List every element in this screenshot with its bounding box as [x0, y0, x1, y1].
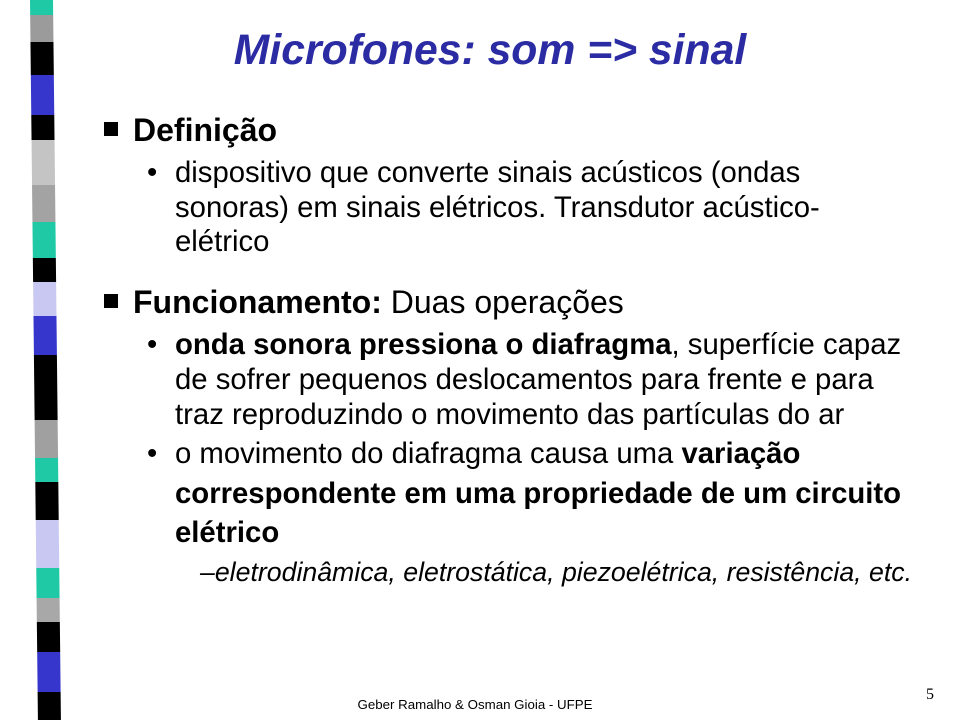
dash-item-line	[200, 555, 912, 589]
italic-text-segment: eletrodinâmica, eletrostática, piezoelétrica, resistência, etc.	[214, 557, 913, 587]
bold-text-segment: variação	[681, 437, 801, 470]
strip-block	[36, 568, 59, 598]
bullet-text-line	[175, 190, 820, 226]
bold-text-segment: onda sonora pressiona o diafragma	[175, 328, 672, 361]
square-bullet-icon	[104, 122, 118, 136]
bullet-text-line	[175, 224, 269, 260]
text-segment: sonoras) em sinais elétricos. Transdutor acústico-	[175, 191, 820, 224]
strip-block	[35, 420, 58, 458]
strip-block	[32, 185, 55, 222]
bullet-text-line	[175, 327, 901, 363]
footer-credit: Geber Ramalho & Osman Gioia - UFPE	[357, 697, 593, 712]
dash-marker: –	[200, 557, 215, 587]
bold-text-segment: correspondente em uma propriedade de um circuito	[175, 477, 902, 510]
strip-block	[32, 222, 55, 258]
bullet-text-line	[175, 397, 844, 433]
text-segment: traz reproduzindo o movimento das partículas do ar	[175, 398, 845, 431]
text-segment: de sofrer pequenos deslocamentos para frente e para	[175, 363, 874, 396]
bullet-text-line	[175, 436, 800, 472]
left-decorative-strip	[0, 0, 80, 720]
strip-block	[35, 482, 58, 520]
strip-block	[33, 282, 56, 316]
strip-block	[35, 458, 58, 482]
slide-title: Microfones: som => sinal	[233, 26, 747, 74]
strip-block	[30, 0, 53, 15]
bullet-text-line	[175, 362, 874, 398]
text-segment: dispositivo que converte sinais acústicos (ondas	[175, 156, 801, 189]
text-segment: elétrico	[175, 225, 270, 258]
text-segment: o movimento do diafragma causa uma	[175, 437, 682, 470]
heading-bold-text: Definição	[133, 112, 278, 148]
bullet-text-line	[175, 476, 901, 512]
sub-bullet-marker: •	[147, 328, 158, 361]
page-number: 5	[926, 686, 934, 703]
square-bullet-icon	[104, 294, 118, 308]
strip-block	[37, 652, 60, 692]
strip-block	[36, 520, 60, 568]
strip-block	[33, 258, 56, 282]
strip-block	[31, 75, 54, 115]
bullet-text-line	[175, 155, 800, 191]
sub-bullet-marker: •	[147, 437, 158, 470]
heading-bold-text: Funcionamento:	[133, 284, 382, 320]
strip-block	[30, 42, 53, 75]
strip-block	[30, 15, 53, 42]
text-segment: , superfície capaz	[671, 328, 902, 361]
strip-block	[37, 598, 60, 622]
strip-block	[37, 622, 60, 652]
bullet-text-line	[175, 515, 279, 551]
strip-block	[34, 355, 58, 420]
section-heading	[133, 282, 624, 322]
strip-block	[38, 692, 61, 720]
bold-text-segment: elétrico	[175, 516, 280, 549]
strip-block	[33, 316, 56, 355]
strip-block	[32, 140, 55, 185]
heading-regular-text: Duas operações	[381, 284, 624, 320]
section-heading	[133, 110, 277, 150]
strip-block	[31, 115, 54, 140]
sub-bullet-marker: •	[147, 156, 158, 189]
